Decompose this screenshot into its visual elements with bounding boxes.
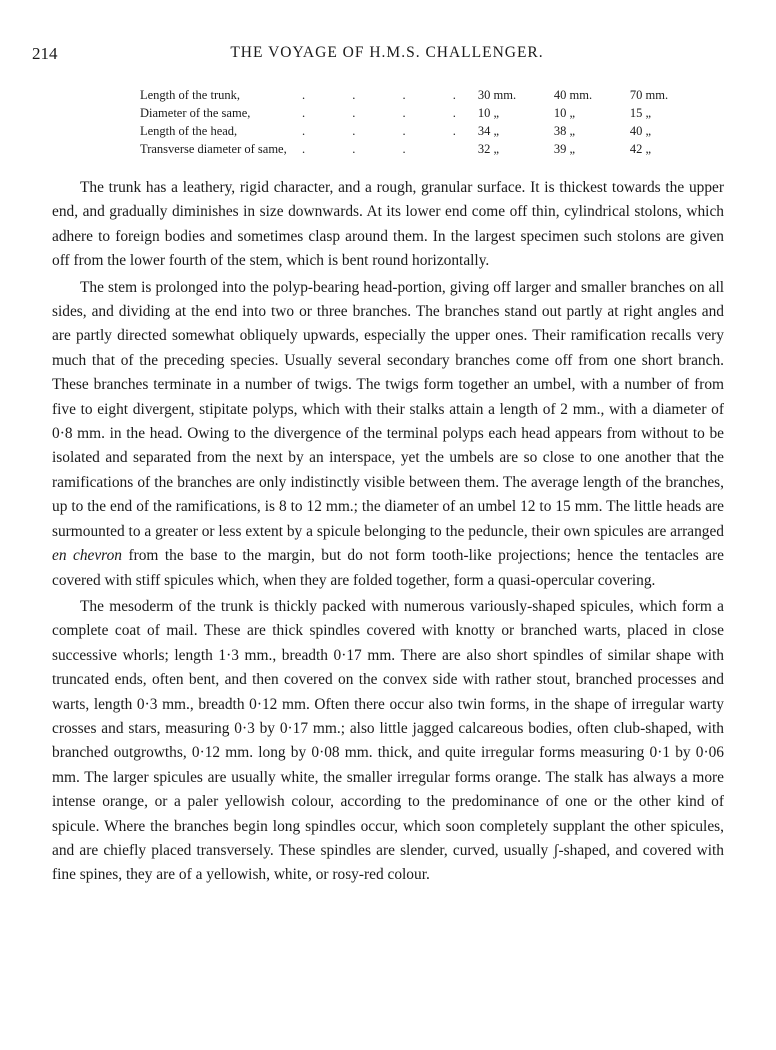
row-label: Length of the head, bbox=[140, 124, 238, 138]
leader-dots: . . . bbox=[302, 142, 428, 156]
paragraph-stem bbox=[52, 276, 724, 593]
leader-dots: . . . . bbox=[302, 124, 478, 138]
paragraph-mesoderm: The mesoderm of the trunk is thickly packed with numerous variously-shaped spicules, which form a complete coat of mail. These are thick spindles covered with knotty or branched warts, placed in close successive whorls; length 1·3 mm., breadth 0·17 mm. There are also short spindles of similar shape with truncated ends, often bent, and then covered on the convex side with rather stout, branched processes and warts, length 0·3 mm., breadth 0·12 mm. Often there occur also twin forms, in the shape of irregular warty crosses and stars, measuring 0·3 by 0·17 mm.; also little jagged calcareous bodies, often club-shaped, with branched outgrowths, 0·12 mm. long by 0·08 mm. thick, and quite irregular forms measuring 0·1 by 0·06 mm. The larger spicules are usually white, the smaller irregular forms orange. The stalk has always a more intense orange, or a paler yellowish colour, according to the predominance of one or the other kind of spicule. Where the branches begin long spindles occur, which soon completely supplant the other spicules, and are chiefly placed transversely. These spindles are slender, curved, usually ʃ-shaped, and covered with fine spines, they are of a yellowish, white, or rosy-red colour. bbox=[52, 597, 724, 884]
table-row bbox=[140, 88, 706, 106]
value-cell: 15 „ bbox=[629, 106, 652, 120]
row-label: Diameter of the same, bbox=[140, 106, 251, 120]
value-cell: 40 mm. bbox=[553, 88, 593, 102]
value-cell: 38 „ bbox=[553, 124, 576, 138]
value-cell: 34 „ bbox=[477, 124, 500, 138]
value-cell: 30 mm. bbox=[477, 88, 517, 102]
table-row bbox=[140, 124, 706, 142]
value-cell: 40 „ bbox=[629, 124, 652, 138]
row-label: Transverse diameter of same, bbox=[140, 142, 287, 156]
paragraph-stem-text: The stem is prolonged into the polyp-bearing head-portion, giving off larger and smaller branches on all sides, and dividing at the end into two or three branches. The branches stand out partly at right angles and are partly directed somewhat obliquely upwards, especially the upper ones. Their ramification recalls very much that of the preceding species. Usually several secondary branches come off from one short branch. These branches terminate in a number of twigs. The twigs form together an umbel, with a number of from five to eight divergent, stipitate polyps, which with their stalks attain a length of 2 mm., with a diameter of 0·8 mm. in the head. Owing to the divergence of the terminal polyps each head appears from without to be isolated and separated from the next by an interspace, yet the umbels are so close to one another that the ramifications of the branches are only indistinctly visible between them. The average length of the branches, up to the end of the ramifications, is 8 to 12 mm.; the diameter of an umbel 12 to 15 mm. The little heads are surmounted to a greater or less extent by a spicule belonging to the peduncle, their own spicules are arranged bbox=[52, 278, 724, 540]
running-title: THE VOYAGE OF H.M.S. CHALLENGER. bbox=[230, 44, 544, 61]
paragraph-trunk: The trunk has a leathery, rigid character, and a rough, granular surface. It is thickest towards the upper end, and gradually diminishes in size downwards. At its lower end come off thin, cylindrical stolons, which adhere to foreign bodies and sometimes clasp around them. In the largest specimen such stolons are given off from the lower fourth of the stem, which is bent round horizontally. bbox=[52, 179, 724, 270]
value-cell: 70 mm. bbox=[629, 88, 669, 102]
leader-dots: . . . . bbox=[302, 106, 478, 120]
value-cell: 10 „ bbox=[553, 106, 576, 120]
table-row bbox=[140, 106, 706, 124]
value-cell: 42 „ bbox=[629, 142, 652, 156]
page-header bbox=[32, 44, 742, 66]
italic-term: en chevron bbox=[52, 547, 122, 565]
measurements-table bbox=[140, 88, 706, 160]
value-cell: 10 „ bbox=[477, 106, 500, 120]
value-cell: 32 „ bbox=[477, 142, 500, 156]
page-number: 214 bbox=[32, 44, 58, 63]
row-label: Length of the trunk, bbox=[140, 88, 240, 102]
value-cell: 39 „ bbox=[553, 142, 576, 156]
leader-dots: . . . . bbox=[302, 88, 478, 102]
paragraph-stem-text-end: from the base to the margin, but do not form tooth-like projections; hence the tentacles are covered with stiff spicules which, when they are folded together, form a quasi-opercular covering. bbox=[52, 547, 724, 589]
table-row bbox=[140, 142, 706, 160]
body-text bbox=[52, 176, 724, 888]
